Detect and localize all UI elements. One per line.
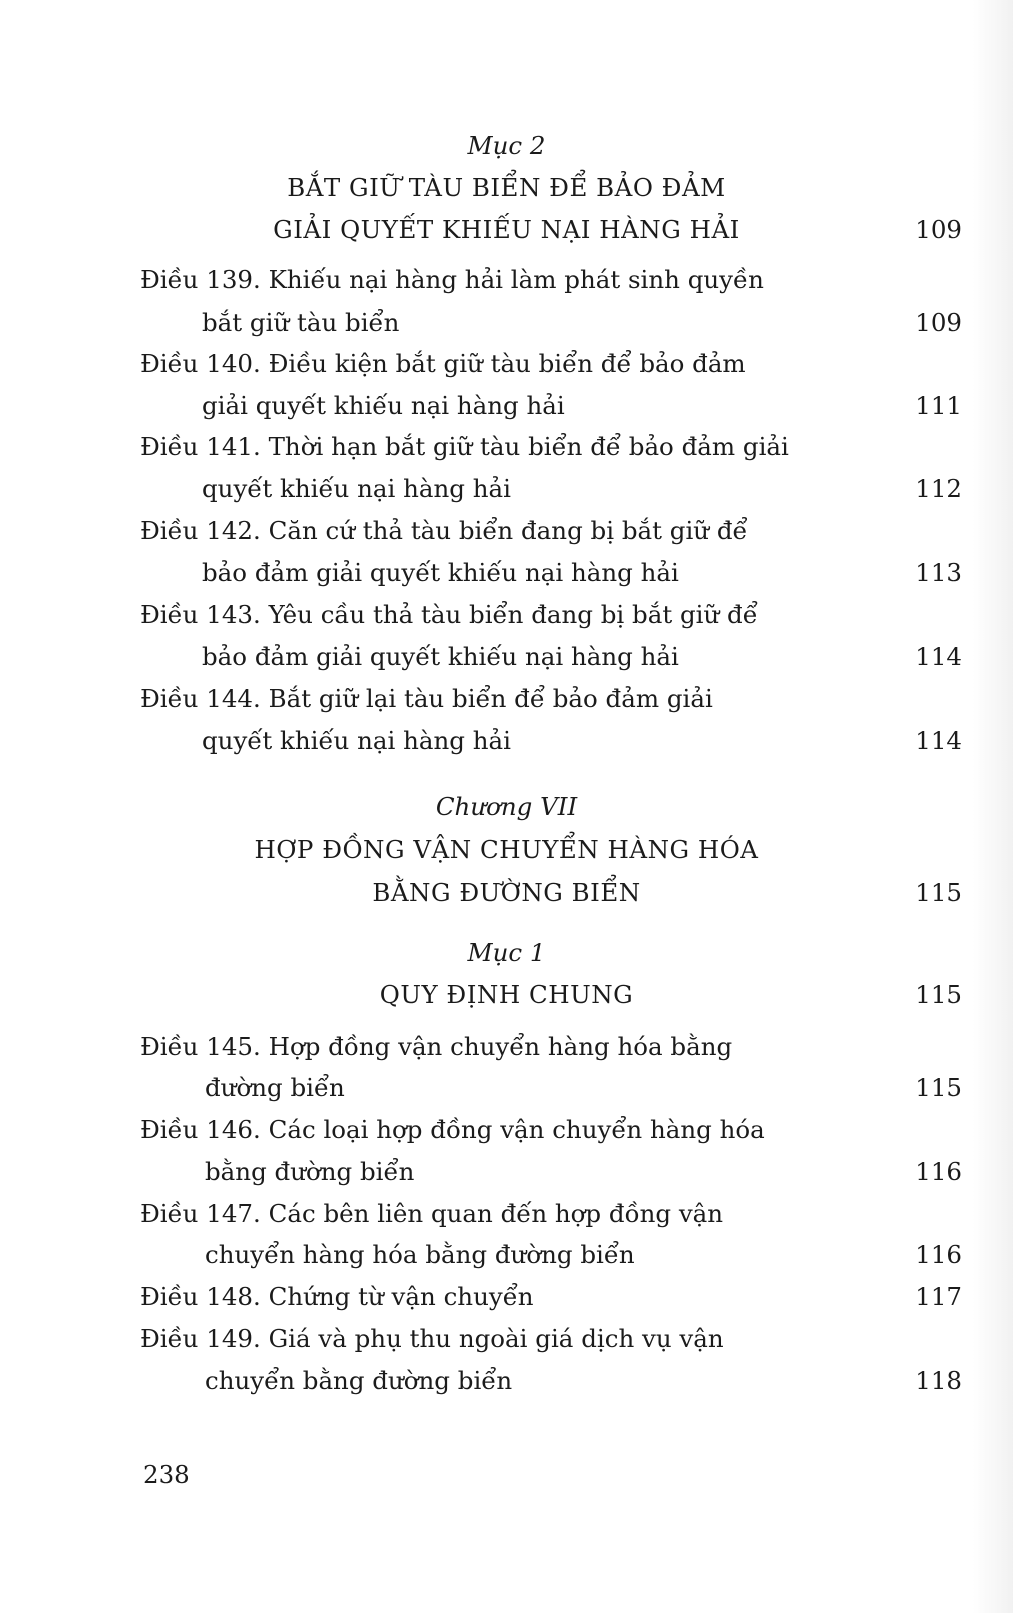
section-page-number: 109: [915, 215, 962, 244]
toc-entry-142-page: 113: [915, 558, 962, 587]
subsection-label: Mục 1: [467, 938, 546, 967]
toc-entry-146-line2: bằng đường biển: [205, 1157, 415, 1186]
section-title-line1: BẮT GIỮ TÀU BIỂN ĐỂ BẢO ĐẢM: [287, 173, 726, 202]
chapter-page-number: 115: [915, 878, 962, 907]
toc-entry-147-line2: chuyển hàng hóa bằng đường biển: [205, 1240, 635, 1269]
toc-entry-140-page: 111: [915, 391, 962, 420]
toc-entry-149-line1: Điều 149. Giá và phụ thu ngoài giá dịch vụ vận: [140, 1324, 724, 1353]
section-title-line2: GIẢI QUYẾT KHIẾU NẠI HÀNG HẢI: [273, 215, 740, 244]
toc-entry-148-page: 117: [915, 1282, 962, 1311]
toc-entry-142-line2: bảo đảm giải quyết khiếu nại hàng hải: [202, 558, 679, 587]
toc-entry-147-line1: Điều 147. Các bên liên quan đến hợp đồng vận: [140, 1199, 724, 1228]
toc-entry-145-page: 115: [915, 1073, 962, 1102]
toc-entry-143-line2: bảo đảm giải quyết khiếu nại hàng hải: [202, 642, 679, 671]
toc-entry-146-line1: Điều 146. Các loại hợp đồng vận chuyển hàng hóa: [140, 1115, 765, 1144]
toc-entry-141-line1: Điều 141. Thời hạn bắt giữ tàu biển để bảo đảm giải: [140, 432, 789, 461]
toc-entry-139-page: 109: [915, 308, 962, 337]
toc-entry-148-line1: Điều 148. Chứng từ vận chuyển: [140, 1282, 534, 1311]
chapter-title-line1: HỢP ĐỒNG VẬN CHUYỂN HÀNG HÓA: [254, 835, 759, 864]
toc-entry-149-page: 118: [915, 1366, 962, 1395]
chapter-title-line2: BẰNG ĐƯỜNG BIỂN: [372, 878, 641, 907]
toc-entry-143-page: 114: [915, 642, 962, 671]
subsection-page-number: 115: [915, 980, 962, 1009]
toc-entry-144-line1: Điều 144. Bắt giữ lại tàu biển để bảo đảm giải: [140, 684, 713, 713]
toc-entry-146-page: 116: [915, 1157, 962, 1186]
chapter-label: Chương VII: [435, 792, 578, 821]
toc-entry-145-line2: đường biển: [205, 1073, 345, 1102]
section-label: Mục 2: [467, 131, 546, 160]
page-number: 238: [143, 1460, 190, 1489]
toc-entry-139-line1: Điều 139. Khiếu nại hàng hải làm phát sinh quyền: [140, 265, 764, 294]
toc-entry-140-line2: giải quyết khiếu nại hàng hải: [202, 391, 565, 420]
toc-entry-144-page: 114: [915, 726, 962, 755]
toc-entry-143-line1: Điều 143. Yêu cầu thả tàu biển đang bị bắt giữ để: [140, 600, 758, 629]
toc-entry-147-page: 116: [915, 1240, 962, 1269]
toc-entry-149-line2: chuyển bằng đường biển: [205, 1366, 513, 1395]
toc-entry-142-line1: Điều 142. Căn cứ thả tàu biển đang bị bắt giữ để: [140, 516, 748, 545]
toc-entry-145-line1: Điều 145. Hợp đồng vận chuyển hàng hóa bằng: [140, 1032, 733, 1061]
toc-entry-141-page: 112: [915, 474, 962, 503]
toc-entry-139-line2: bắt giữ tàu biển: [202, 308, 400, 337]
toc-entry-140-line1: Điều 140. Điều kiện bắt giữ tàu biển để bảo đảm: [140, 349, 746, 378]
subsection-title: QUY ĐỊNH CHUNG: [379, 980, 634, 1009]
toc-entry-141-line2: quyết khiếu nại hàng hải: [202, 474, 511, 503]
toc-entry-144-line2: quyết khiếu nại hàng hải: [202, 726, 511, 755]
